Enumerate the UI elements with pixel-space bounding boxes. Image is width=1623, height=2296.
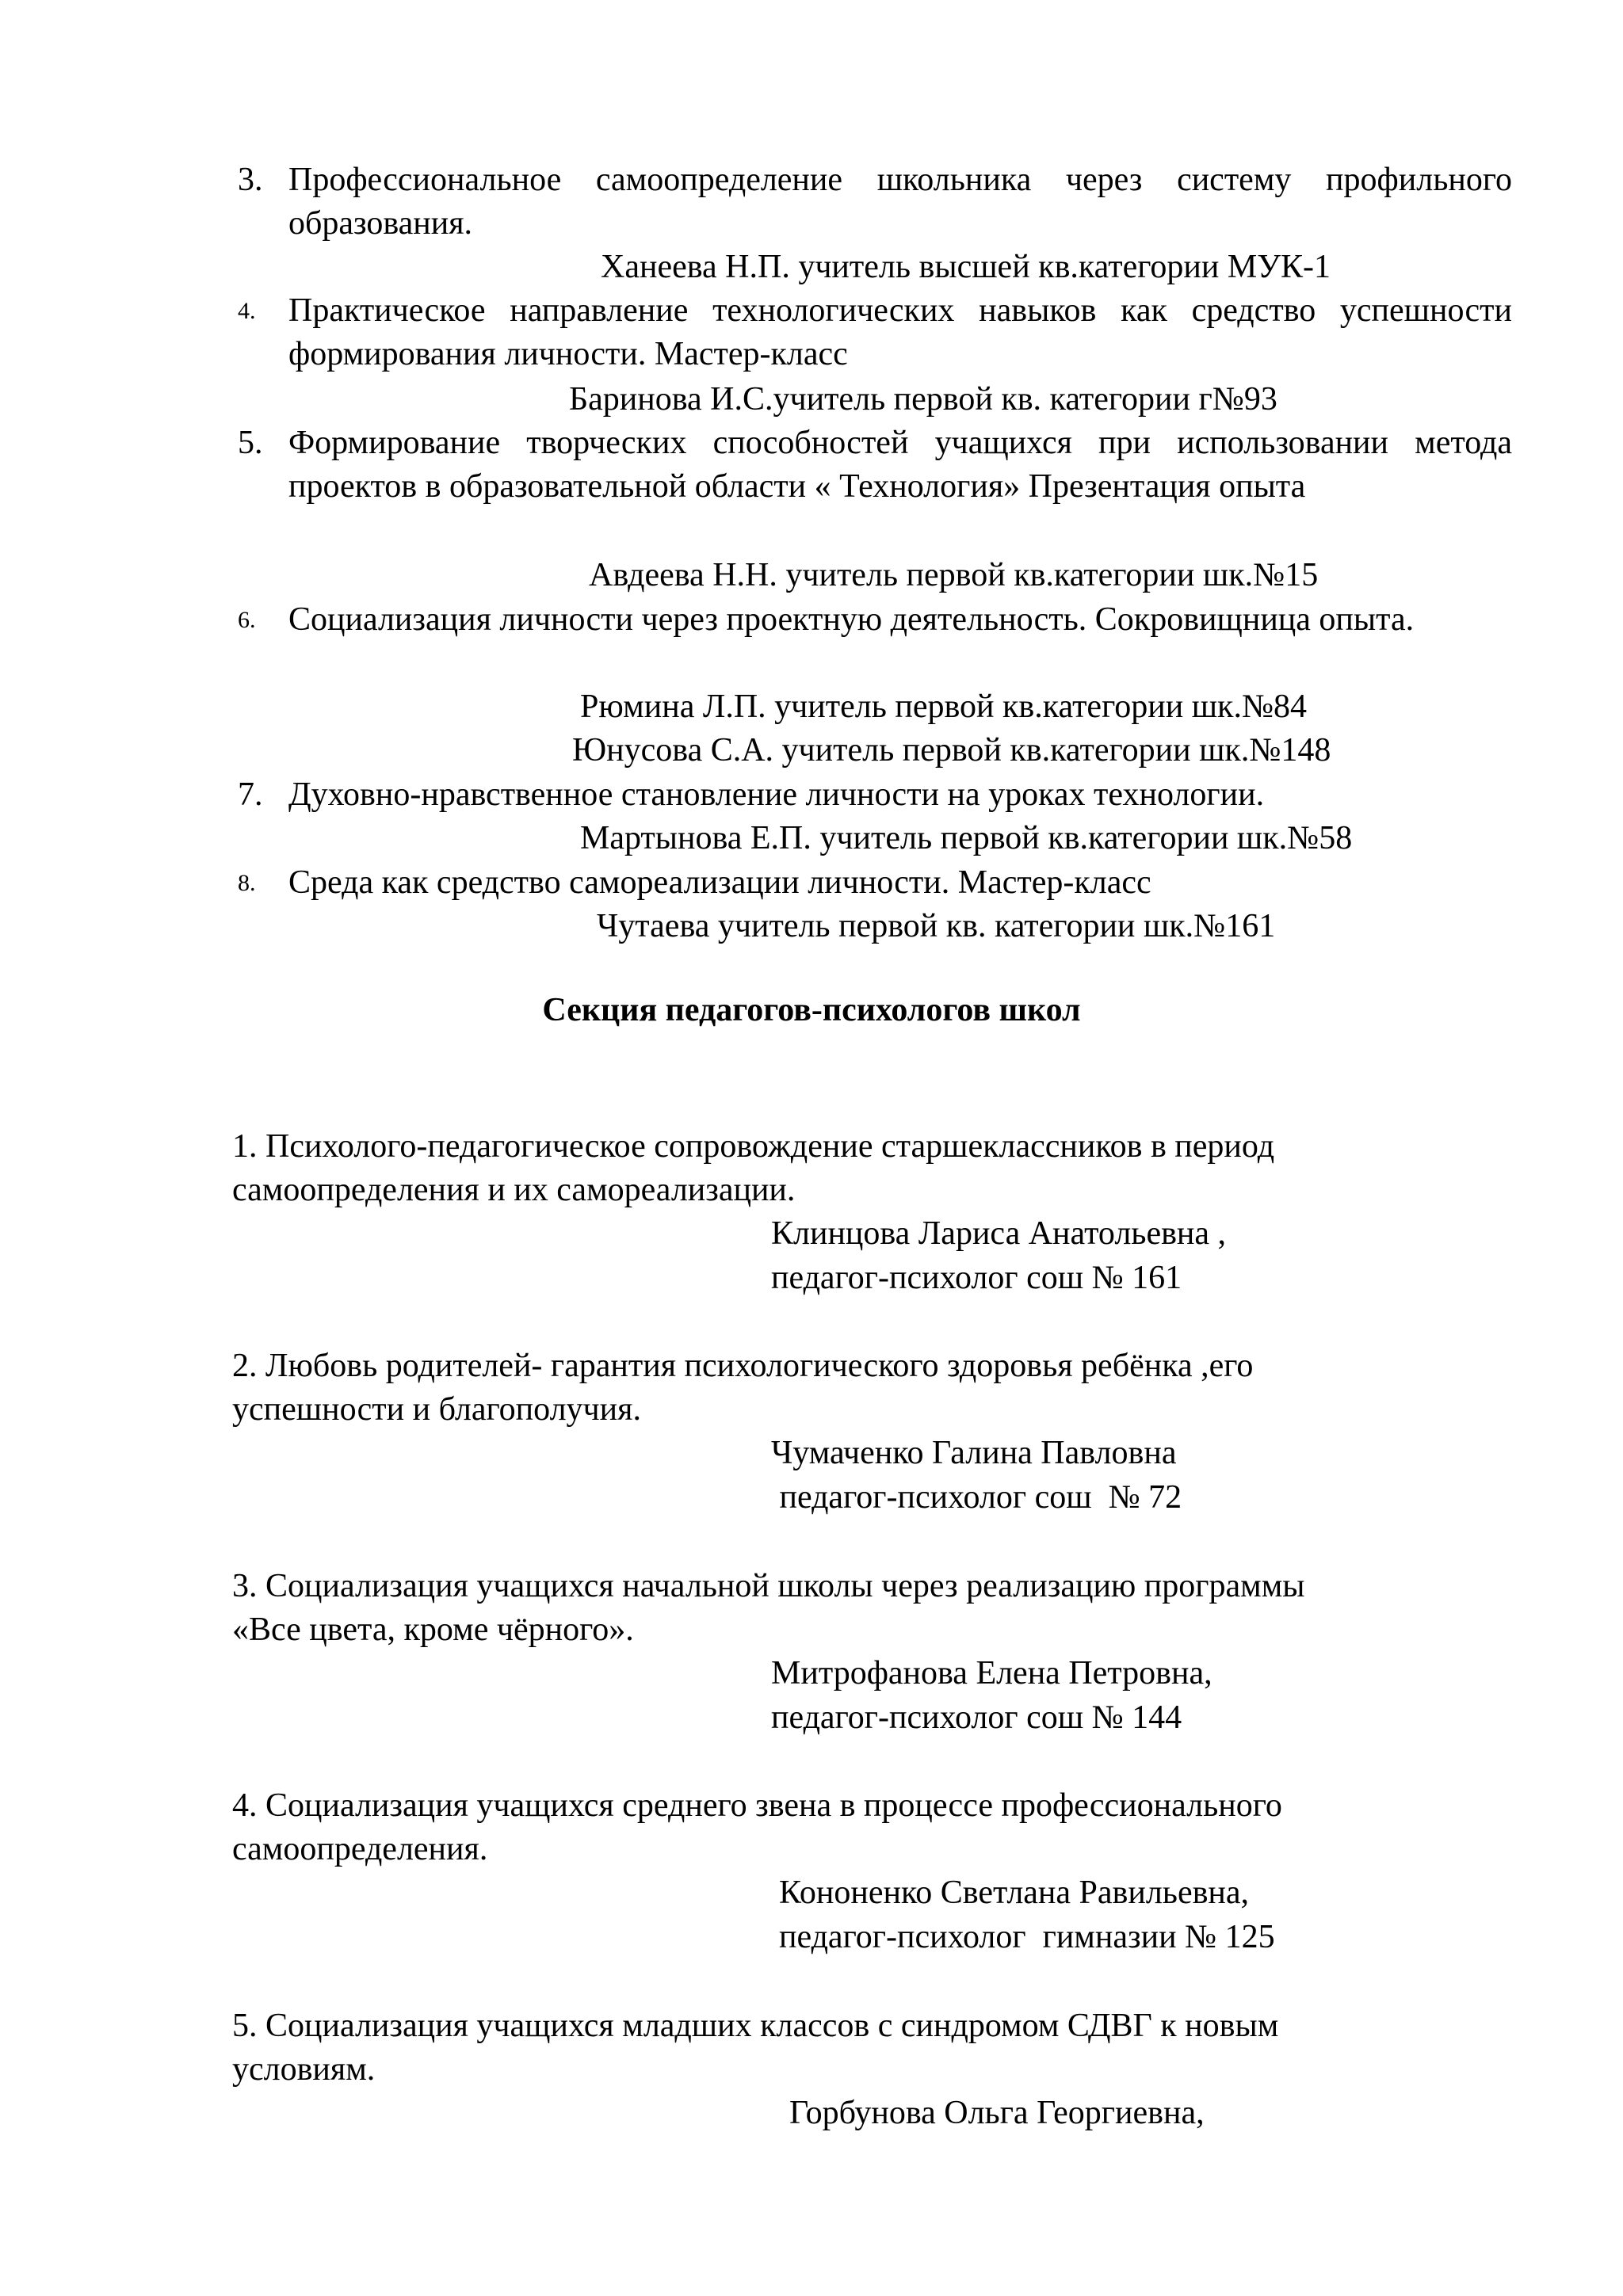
- author-line: Авдеева Н.Н. учитель первой кв.категории шк.№15: [589, 557, 1319, 593]
- list-item-number: 4.: [238, 298, 256, 324]
- author-role: педагог-психолог сош № 144: [771, 1699, 1182, 1736]
- entry-paragraph: [232, 1344, 1512, 1432]
- entry-line: самоопределения.: [232, 1831, 488, 1867]
- author-name: Митрофанова Елена Петровна,: [771, 1655, 1212, 1691]
- list-item: [238, 158, 1512, 246]
- entry-line: успешности и благополучия.: [232, 1391, 641, 1428]
- list-item-text: Практическое направление технологических навыков как средство успешности формирования личности. Мастер-класс: [288, 292, 1512, 372]
- author-role: педагог-психолог сош № 72: [771, 1479, 1182, 1516]
- list-item-number: 5.: [238, 425, 263, 461]
- entry-paragraph: [232, 1565, 1512, 1652]
- list-item: [238, 598, 1512, 642]
- list-item-number: 8.: [238, 870, 256, 896]
- entry-line: 3. Социализация учащихся начальной школы через реализацию программы: [232, 1568, 1305, 1604]
- author-line: Юнусова С.А. учитель первой кв.категории шк.№148: [572, 732, 1331, 769]
- list-item-number: 3.: [238, 162, 263, 198]
- entry-line: 1. Психолого-педагогическое сопровождение старшеклассников в период: [232, 1128, 1275, 1165]
- section-title: Секция педагогов-психологов школ: [542, 992, 1081, 1028]
- list-item-text: Формирование творческих способностей учащихся при использовании метода проектов в образовательной области « Технология» Презентация опыта: [288, 425, 1512, 505]
- author-role: педагог-психолог гимназии № 125: [779, 1919, 1275, 1955]
- author-line: Ханеева Н.П. учитель высшей кв.категории МУК-1: [601, 249, 1331, 285]
- author-line: Чутаева учитель первой кв. категории шк.№161: [597, 908, 1276, 944]
- list-item-number: 7.: [238, 776, 263, 813]
- entry-line: условиям.: [232, 2051, 376, 2088]
- list-item: [238, 861, 1512, 905]
- entry-paragraph: [232, 1125, 1512, 1212]
- list-item-text: Среда как средство самореализации личности. Мастер-класс: [288, 864, 1151, 901]
- list-item: [238, 421, 1512, 509]
- author-name: Клинцова Лариса Анатольевна ,: [771, 1215, 1227, 1252]
- list-item-text: Социализация личности через проектную деятельность. Сокровищница опыта.: [288, 601, 1415, 638]
- entry-line: 4. Социализация учащихся среднего звена в процессе профессионального: [232, 1787, 1282, 1824]
- entry-paragraph: [232, 2004, 1512, 2092]
- entry-line: самоопределения и их самореализации.: [232, 1172, 796, 1208]
- list-item: [238, 773, 1512, 817]
- author-name: Кононенко Светлана Равильевна,: [779, 1875, 1250, 1911]
- entry-line: «Все цвета, кроме чёрного».: [232, 1611, 634, 1648]
- author-line: Баринова И.С.учитель первой кв. категории г№93: [569, 381, 1277, 418]
- list-item-text: Профессиональное самоопределение школьника через систему профильного образования.: [288, 162, 1512, 242]
- author-line: Мартынова Е.П. учитель первой кв.категории шк.№58: [580, 820, 1353, 856]
- author-role: педагог-психолог сош № 161: [771, 1260, 1182, 1296]
- entry-paragraph: [232, 1784, 1512, 1871]
- list-item-text: Духовно-нравственное становление личности на уроках технологии.: [288, 776, 1265, 813]
- entry-line: 5. Социализация учащихся младших классов с синдромом СДВГ к новым: [232, 2008, 1279, 2044]
- author-line: Рюмина Л.П. учитель первой кв.категории шк.№84: [580, 688, 1308, 725]
- author-name: Горбунова Ольга Георгиевна,: [789, 2095, 1205, 2131]
- author-name: Чумаченко Галина Павловна: [771, 1435, 1177, 1471]
- list-item-number: 6.: [238, 607, 256, 633]
- entry-line: 2. Любовь родителей- гарантия психологического здоровья ребёнка ,его: [232, 1348, 1254, 1384]
- list-item: [238, 289, 1512, 376]
